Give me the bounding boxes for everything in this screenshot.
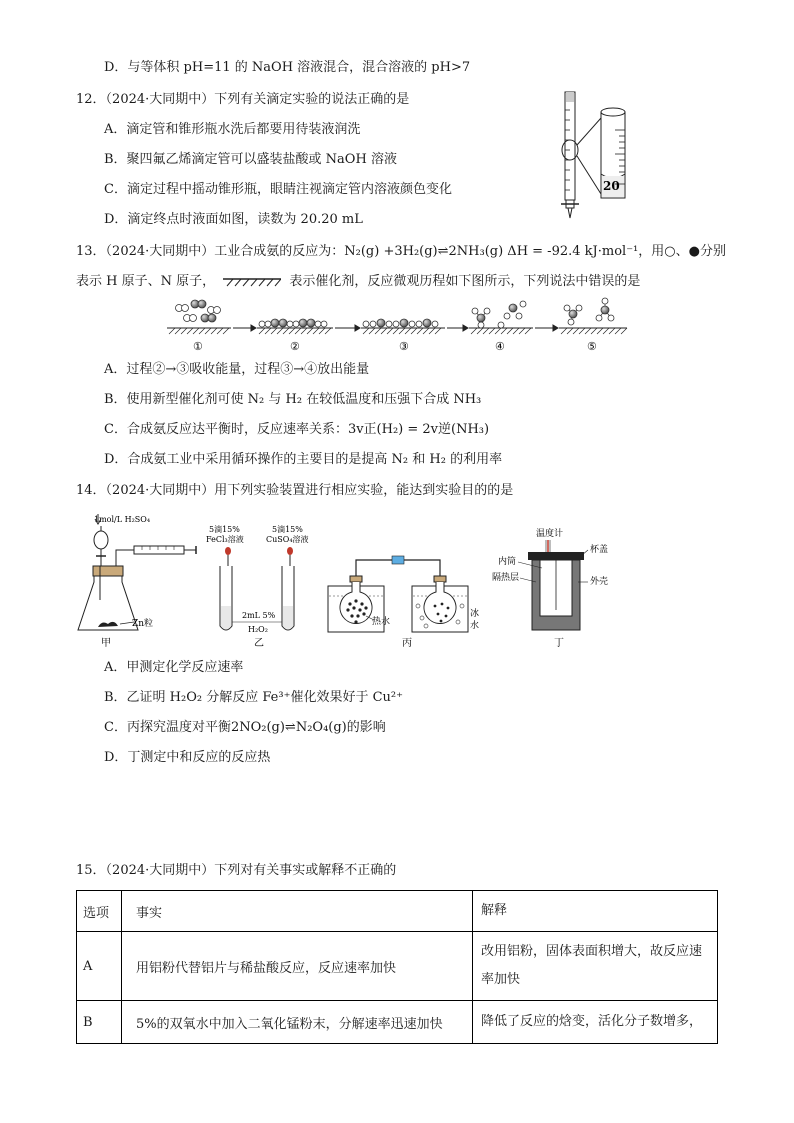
apparatus-yi (204, 522, 314, 652)
apparatus-bing (322, 546, 482, 652)
q13-stem-line1: 13．（2024·大同期中）工业合成氨的反应为：N₂(g) +3H₂(g)⇌2NH₃(g) ΔH = -92.4 kJ·mol⁻¹，用○、●分别 (76, 244, 726, 259)
step-label-5: ⑤ (587, 340, 597, 353)
jia-zn-label: Zn粒 (132, 619, 154, 629)
table-row (77, 1001, 718, 1044)
q13-stem-line2-a: 表示 H 原子、N 原子， (76, 274, 216, 289)
table-row (77, 932, 718, 1001)
yi-name: 乙 (254, 638, 264, 649)
row-explanation: 改用铝粉，固体表面积增大，故反应速率加快 (473, 932, 718, 1001)
bing-hot-water-label: 热水 (372, 617, 391, 627)
q15-table (76, 890, 718, 1044)
header-option: 选项 (77, 891, 122, 932)
catalyst-symbol (223, 277, 281, 287)
ding-shell-label: 外壳 (590, 577, 609, 587)
header-fact: 事实 (122, 891, 473, 932)
q12-option-c: C．滴定过程中摇动锥形瓶，眼睛注视滴定管内溶液颜色变化 (104, 182, 452, 197)
ding-thermometer-label: 温度计 (536, 529, 564, 539)
yi-left-label-2: FeCl₃溶液 (206, 535, 244, 544)
ding-insulation-label: 隔热层 (492, 573, 520, 583)
q13-option-b: B．使用新型催化剂可使 N₂ 与 H₂ 在较低温度和压强下合成 NH₃ (104, 392, 482, 407)
header-explanation: 解释 (473, 891, 718, 932)
q14-option-a: A．甲测定化学反应速率 (104, 660, 244, 675)
q12-option-b: B．聚四氟乙烯滴定管可以盛装盐酸或 NaOH 溶液 (104, 152, 397, 167)
yi-right-label-1: 5滴15% (272, 525, 303, 534)
ding-name: 丁 (554, 638, 564, 649)
yi-mid-label-2: H₂O₂ (248, 625, 268, 634)
row-option: B (77, 1001, 122, 1044)
ding-inner-label: 内筒 (498, 557, 517, 567)
table-header-row (77, 891, 718, 932)
row-fact: 用铝粉代替铝片与稀盐酸反应，反应速率加快 (122, 932, 473, 1001)
row-fact: 5%的双氧水中加入二氧化锰粉末，分解速率迅速加快 (122, 1001, 473, 1044)
bing-name: 丙 (402, 638, 412, 649)
q14-option-d: D．丁测定中和反应的反应热 (104, 750, 271, 765)
apparatus-jia (76, 510, 206, 650)
jia-acid-label: 1mol/L H₂SO₄ (94, 515, 151, 524)
yi-right-label-2: CuSO₄溶液 (266, 535, 309, 544)
yi-left-label-1: 5滴15% (209, 525, 240, 534)
step-label-1: ① (193, 340, 203, 353)
q13-stem-line2 (76, 273, 640, 291)
q12-option-d: D．滴定终点时液面如图，读数为 20.20 mL (104, 212, 363, 227)
q13-stem-line2-b: 表示催化剂，反应微观历程如下图所示，下列说法中错误的是 (289, 274, 641, 289)
reaction-pathway-figure (165, 296, 635, 356)
yi-mid-label-1: 2mL 5% (242, 611, 276, 620)
q14-option-c: C．丙探究温度对平衡2NO₂(g)⇌N₂O₄(g)的影响 (104, 720, 386, 735)
q13-option-c: C．合成氨反应达平衡时，反应速率关系：3v正(H₂) = 2v逆(NH₃) (104, 422, 490, 437)
ding-lid-label: 杯盖 (590, 545, 609, 555)
step-label-4: ④ (495, 340, 505, 353)
step-label-2: ② (290, 340, 300, 353)
q13-option-d: D．合成氨工业中采用循环操作的主要目的是提高 N₂ 和 H₂ 的利用率 (104, 452, 503, 467)
bing-ice-label-1: 冰 (470, 609, 480, 619)
q12-option-a: A．滴定管和锥形瓶水洗后都要用待装液润洗 (104, 122, 361, 137)
q14-option-b: B．乙证明 H₂O₂ 分解反应 Fe³⁺催化效果好于 Cu²⁺ (104, 690, 403, 705)
burette-figure (555, 90, 675, 222)
q12-stem: 12．（2024·大同期中）下列有关滴定实验的说法正确的是 (76, 92, 410, 107)
apparatus-ding (490, 522, 630, 650)
q11-option-d: D．与等体积 pH=11 的 NaOH 溶液混合，混合溶液的 pH>7 (104, 60, 471, 75)
row-explanation: 降低了反应的焓变，活化分子数增多， (473, 1001, 718, 1044)
q14-stem: 14．（2024·大同期中）用下列实验装置进行相应实验，能达到实验目的的是 (76, 483, 514, 498)
bing-ice-label-2: 水 (470, 621, 480, 631)
jia-name: 甲 (101, 638, 111, 649)
step-label-3: ③ (399, 340, 409, 353)
burette-reading: 20 (603, 179, 620, 193)
row-option: A (77, 932, 122, 1001)
q15-stem: 15．（2024·大同期中）下列对有关事实或解释不正确的 (76, 863, 397, 878)
q13-option-a: A．过程②→③吸收能量，过程③→④放出能量 (104, 362, 370, 377)
